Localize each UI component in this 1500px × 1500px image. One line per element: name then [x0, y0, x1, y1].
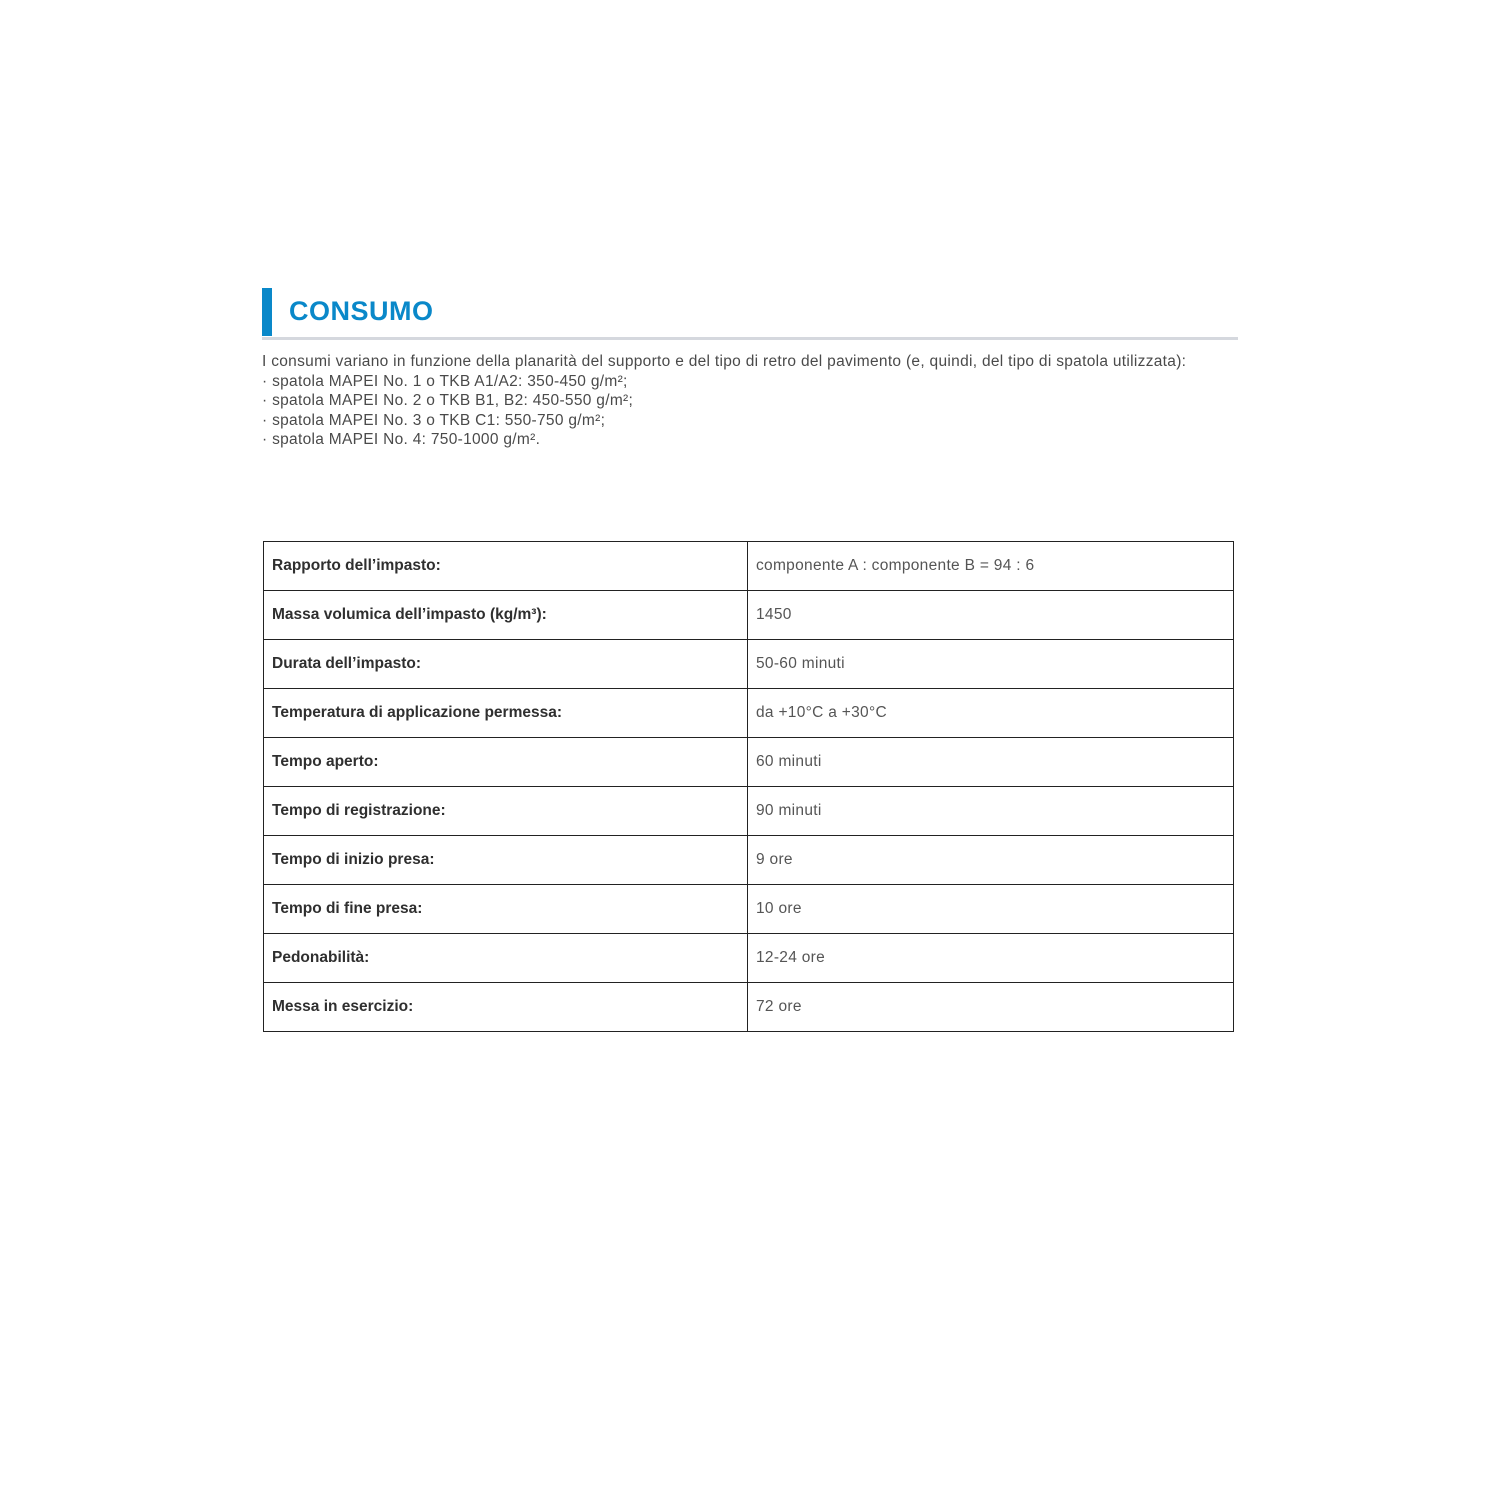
intro-block — [262, 352, 1238, 450]
section-title: CONSUMO — [289, 296, 434, 326]
row-value: 9 ore — [748, 836, 1234, 885]
row-label: Pedonabilità: — [264, 934, 748, 983]
row-label: Tempo di inizio presa: — [264, 836, 748, 885]
row-value: 60 minuti — [748, 738, 1234, 787]
row-value: 10 ore — [748, 885, 1234, 934]
table-row — [264, 640, 1234, 689]
table-row — [264, 836, 1234, 885]
section-header — [262, 288, 1238, 340]
table-row — [264, 591, 1234, 640]
table-row — [264, 983, 1234, 1032]
technical-data-table — [263, 541, 1234, 1032]
intro-text: I consumi variano in funzione della planarità del supporto e del tipo di retro del pavimento (e, quindi, del tipo di spatola utilizzata): — [262, 353, 1187, 370]
accent-bar — [262, 288, 272, 336]
row-value: 50-60 minuti — [748, 640, 1234, 689]
row-label: Tempo aperto: — [264, 738, 748, 787]
row-label: Massa volumica dell’impasto (kg/m³): — [264, 591, 748, 640]
list-item: · spatola MAPEI No. 2 o TKB B1, B2: 450-550 g/m²; — [262, 391, 1238, 411]
table-row — [264, 934, 1234, 983]
row-label: Tempo di registrazione: — [264, 787, 748, 836]
table-row — [264, 787, 1234, 836]
row-value: componente A : componente B = 94 : 6 — [748, 542, 1234, 591]
row-value: 12-24 ore — [748, 934, 1234, 983]
table-row — [264, 542, 1234, 591]
row-label: Rapporto dell’impasto: — [264, 542, 748, 591]
list-item: · spatola MAPEI No. 4: 750-1000 g/m². — [262, 430, 1238, 450]
row-label: Durata dell’impasto: — [264, 640, 748, 689]
row-value: 90 minuti — [748, 787, 1234, 836]
row-value: 72 ore — [748, 983, 1234, 1032]
table-row — [264, 885, 1234, 934]
table-row — [264, 738, 1234, 787]
list-item: · spatola MAPEI No. 1 o TKB A1/A2: 350-450 g/m²; — [262, 372, 1238, 392]
row-label: Tempo di fine presa: — [264, 885, 748, 934]
list-item: · spatola MAPEI No. 3 o TKB C1: 550-750 g/m²; — [262, 411, 1238, 431]
row-label: Messa in esercizio: — [264, 983, 748, 1032]
row-value: 1450 — [748, 591, 1234, 640]
row-value: da +10°C a +30°C — [748, 689, 1234, 738]
table-row — [264, 689, 1234, 738]
row-label: Temperatura di applicazione permessa: — [264, 689, 748, 738]
consumption-list — [262, 372, 1238, 450]
